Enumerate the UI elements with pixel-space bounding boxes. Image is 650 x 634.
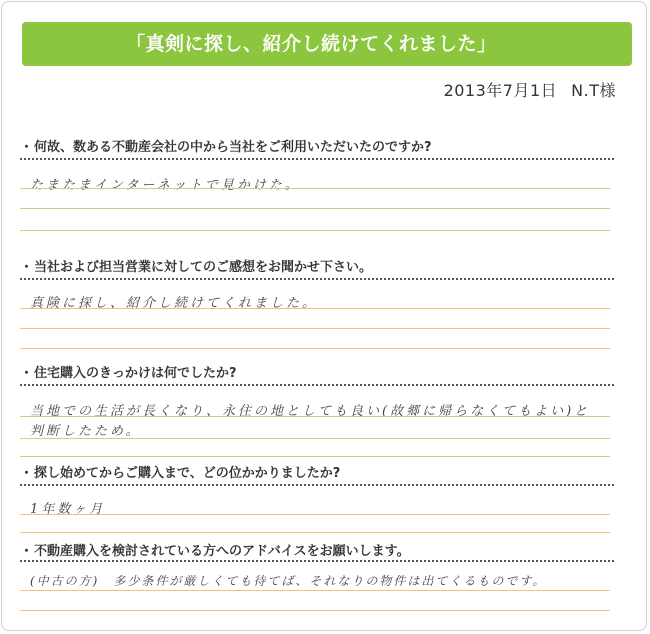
question-2 <box>20 256 614 275</box>
title-banner: 「真剣に探し、紹介し続けてくれました」 <box>22 22 632 66</box>
date: 2013年7月1日 <box>443 81 558 100</box>
dotted-divider <box>20 158 614 160</box>
answer-rule <box>20 532 610 533</box>
answer-rule <box>20 230 610 231</box>
question-1 <box>20 136 614 155</box>
question-4-text: 探し始めてからご購入まで、どの位かかりましたか? <box>34 466 341 481</box>
answer-5: (中古の方) 多少条件が厳しくても待てば、それなりの物件は出てくるものです。 <box>30 574 547 588</box>
question-2-text: 当社および担当営業に対してのご感想をお聞かせ下さい。 <box>34 260 373 275</box>
dotted-divider <box>20 484 614 486</box>
answer-3-line-2: 判断したため。 <box>30 424 142 439</box>
answer-rule <box>20 348 610 349</box>
question-5-text: 不動産購入を検討されている方へのアドバイスをお願いします。 <box>34 544 410 559</box>
answer-rule <box>20 308 610 309</box>
dotted-divider <box>20 278 614 280</box>
question-5 <box>20 540 614 559</box>
answer-rule <box>20 590 610 591</box>
answer-rule <box>20 456 610 457</box>
bullet: ・ <box>20 366 34 381</box>
bullet: ・ <box>20 466 34 481</box>
answer-4: 1年数ヶ月 <box>30 502 106 517</box>
bullet: ・ <box>20 544 34 559</box>
answer-rule <box>20 416 610 417</box>
question-3-text: 住宅購入のきっかけは何でしたか? <box>34 366 237 381</box>
testimonial-card <box>1 1 647 631</box>
question-3 <box>20 362 614 381</box>
answer-1: たまたまインターネットで見かけた。 <box>30 178 301 193</box>
dotted-divider <box>20 384 614 386</box>
customer-name: N.T様 <box>571 81 616 100</box>
meta-line <box>430 78 616 101</box>
bullet: ・ <box>20 140 34 155</box>
dotted-divider <box>20 560 614 562</box>
answer-rule <box>20 188 610 189</box>
answer-rule <box>20 514 610 515</box>
answer-rule <box>20 610 610 611</box>
answer-rule <box>20 438 610 439</box>
answer-rule <box>20 208 610 209</box>
question-1-text: 何故、数ある不動産会社の中から当社をご利用いただいたのですか? <box>34 140 432 155</box>
question-4 <box>20 462 614 481</box>
answer-2: 真険に探し、紹介し続けてくれました。 <box>30 296 319 311</box>
answer-rule <box>20 328 610 329</box>
bullet: ・ <box>20 260 34 275</box>
answer-3: 当地での生活が長くなり、永住の地としても良い(故郷に帰らなくてもよい)と <box>30 404 591 419</box>
